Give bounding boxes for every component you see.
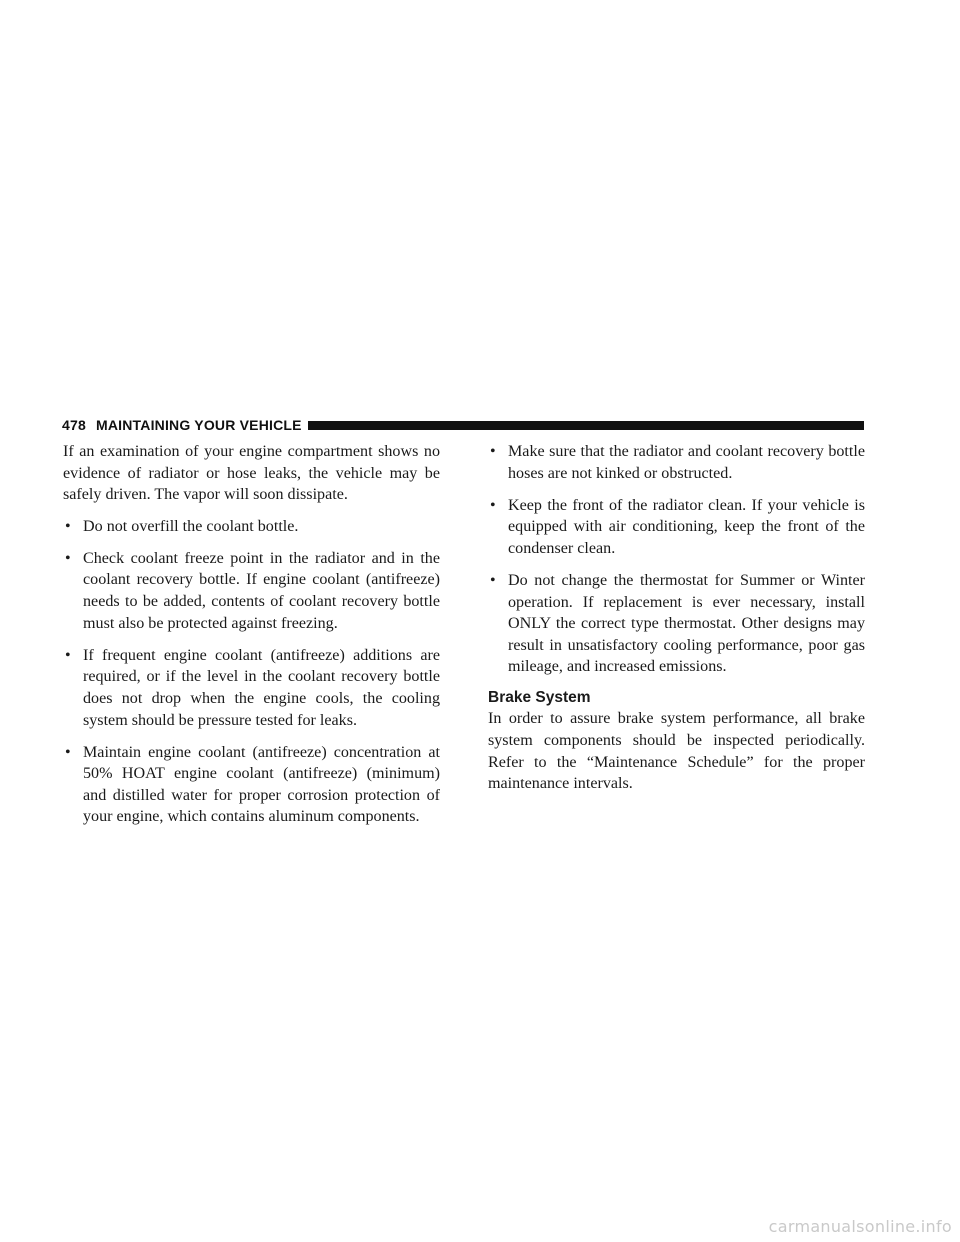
bullet-icon: •: [490, 443, 496, 460]
list-item-text: Do not change the thermostat for Summer or Winter operation. If replacement is ever necessary, install ONLY the correct type thermostat. Other designs may result in unsatisfactory cooling performance, poor gas mileage, and increased emissions.: [508, 571, 865, 676]
bullet-icon: •: [65, 549, 71, 567]
list-item-text: Do not overfill the coolant bottle.: [83, 517, 299, 535]
bullet-icon: •: [65, 517, 71, 535]
header-rule: [308, 421, 864, 430]
list-item-text: If frequent engine coolant (antifreeze) additions are required, or if the level in the coolant recovery bottle does not drop when the engine cools, the cooling system should be pressure tested for leaks.: [83, 646, 440, 729]
bullet-icon: •: [65, 646, 71, 664]
list-item-text: Maintain engine coolant (antifreeze) concentration at 50% HOAT engine coolant (antifreeze) (minimum) and distilled water for proper corrosion protection of your engine, which contains aluminum components.: [83, 743, 440, 826]
bullet-icon: •: [65, 743, 71, 761]
list-item: [63, 548, 440, 634]
list-item-text: Check coolant freeze point in the radiator and in the coolant recovery bottle. If engine coolant (antifreeze) needs to be added, contents of coolant recovery bottle must also be protected against freezing.: [83, 549, 440, 632]
watermark: carmanualsonline.info: [768, 1217, 952, 1236]
page-header: [62, 417, 864, 433]
page-number: 478: [62, 417, 86, 433]
bullet-icon: •: [490, 496, 496, 514]
list-item: [488, 570, 865, 678]
list-item: [63, 645, 440, 731]
right-column: [488, 441, 865, 805]
intro-paragraph: If an examination of your engine compartment shows no evidence of radiator or hose leaks, the vehicle may be safely driven. The vapor will soon dissipate.: [63, 443, 440, 504]
list-item-text: Make sure that the radiator and coolant recovery bottle hoses are not kinked or obstructed.: [508, 443, 865, 482]
brake-system-paragraph: In order to assure brake system performance, all brake system components should be inspected periodically. Refer to the “Maintenance Schedule” for the proper maintenance intervals.: [488, 710, 865, 793]
list-item: [488, 441, 865, 484]
bullet-icon: •: [490, 571, 496, 589]
list-item: [63, 742, 440, 828]
list-item-text: Keep the front of the radiator clean. If your vehicle is equipped with air conditioning, keep the front of the condenser clean.: [508, 496, 865, 557]
list-item: [63, 516, 440, 538]
section-heading: Brake System: [488, 689, 591, 707]
list-item: [488, 495, 865, 560]
left-column: [63, 441, 440, 839]
section-title: MAINTAINING YOUR VEHICLE: [95, 417, 302, 433]
